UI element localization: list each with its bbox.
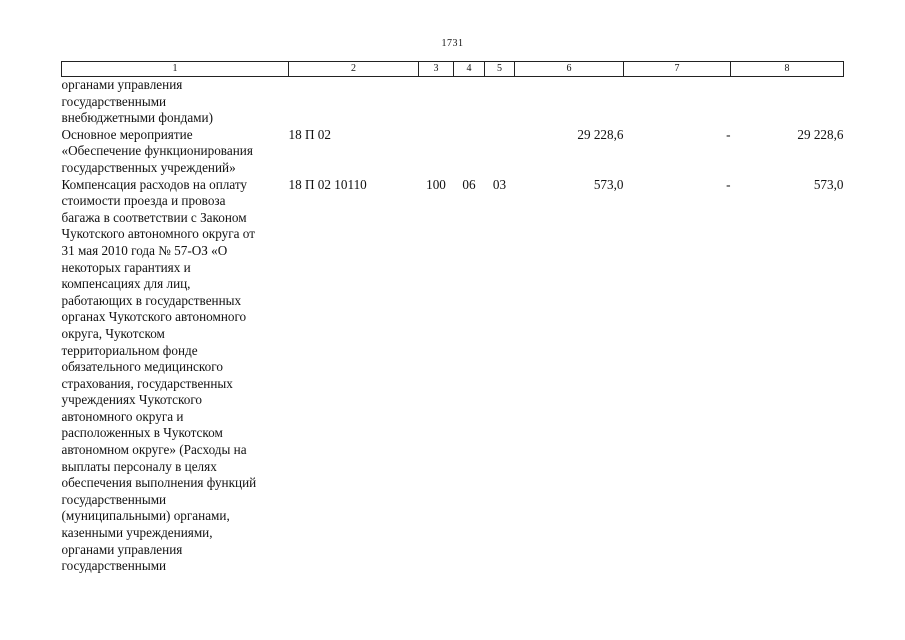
column-header: 8 [731, 62, 844, 77]
description-line: автономного округа и [61, 408, 184, 424]
description-line: расположенных в Чукотском [61, 425, 223, 441]
classification-code [289, 77, 419, 127]
cell-col3 [419, 77, 454, 127]
column-header: 2 [289, 62, 419, 77]
description-line: государственными [61, 558, 167, 574]
description-line: органами управления [61, 77, 183, 92]
cell-col5 [485, 77, 515, 127]
amount-col6: 29 228,6 [577, 126, 624, 142]
column-header: 1 [62, 62, 289, 77]
cell-col3: 100 [426, 176, 446, 192]
description-line: Компенсация расходов на оплату [61, 176, 248, 192]
row-description [62, 127, 289, 177]
description-line: страхования, государственных [61, 375, 233, 391]
description-line: государственными [61, 491, 167, 507]
amount-col7 [624, 77, 731, 127]
description-line: казенными учреждениями, [61, 525, 213, 541]
description-line: выплаты персоналу в целях [61, 458, 217, 474]
amount-col7: - [726, 126, 731, 142]
description-line: 31 мая 2010 года № 57-ОЗ «О [61, 242, 228, 258]
cell-col3 [419, 127, 454, 177]
column-header: 3 [419, 62, 454, 77]
description-line: органами управления [61, 541, 183, 557]
row-description [62, 177, 289, 575]
column-header: 5 [485, 62, 515, 77]
amount-col8 [731, 77, 844, 127]
description-line: учреждениях Чукотского [61, 392, 203, 408]
amount-col8: 573,0 [813, 176, 844, 192]
cell-col5 [485, 127, 515, 177]
description-line: «Обеспечение функционирования [61, 143, 253, 159]
cell-col5: 03 [492, 176, 507, 192]
description-line: Основное мероприятие [61, 126, 193, 142]
cell-col4 [454, 127, 485, 177]
description-line: багажа в соответствии с Законом [61, 209, 247, 225]
column-number-row [62, 62, 844, 77]
column-header: 7 [624, 62, 731, 77]
amount-col6 [515, 77, 624, 127]
page-number: 1731 [441, 38, 464, 49]
amount-col8: 29 228,6 [797, 126, 844, 142]
classification-code: 18 П 02 10110 [288, 176, 367, 192]
row-description [62, 77, 289, 127]
description-line: стоимости проезда и провоза [61, 193, 226, 209]
description-line: государственных учреждений» [61, 159, 236, 175]
description-line: обеспечения выполнения функций [61, 475, 257, 491]
description-line: территориальном фонде [61, 342, 198, 358]
description-line: органах Чукотского автономного [61, 309, 247, 325]
description-line: округа, Чукотском [61, 325, 165, 341]
description-line: некоторых гарантиях и [61, 259, 191, 275]
table-row [62, 77, 844, 127]
description-line: компенсациях для лиц, [61, 276, 191, 292]
description-line: (муниципальными) органами, [61, 508, 230, 524]
budget-table [61, 61, 844, 575]
column-header: 6 [515, 62, 624, 77]
description-line: внебюджетными фондами) [61, 110, 213, 126]
description-line: государственными [61, 93, 167, 109]
description-line: Чукотского автономного округа от [61, 226, 255, 242]
column-header: 4 [454, 62, 485, 77]
description-line: автономном округе» (Расходы на [61, 442, 247, 458]
description-line: работающих в государственных [61, 292, 242, 308]
table-row [62, 127, 844, 177]
description-line: обязательного медицинского [61, 359, 223, 375]
cell-col4 [454, 77, 485, 127]
amount-col6: 573,0 [593, 176, 624, 192]
cell-col4: 06 [462, 176, 476, 192]
amount-col7: - [726, 176, 731, 192]
classification-code: 18 П 02 [288, 126, 331, 142]
table-row [62, 177, 844, 575]
